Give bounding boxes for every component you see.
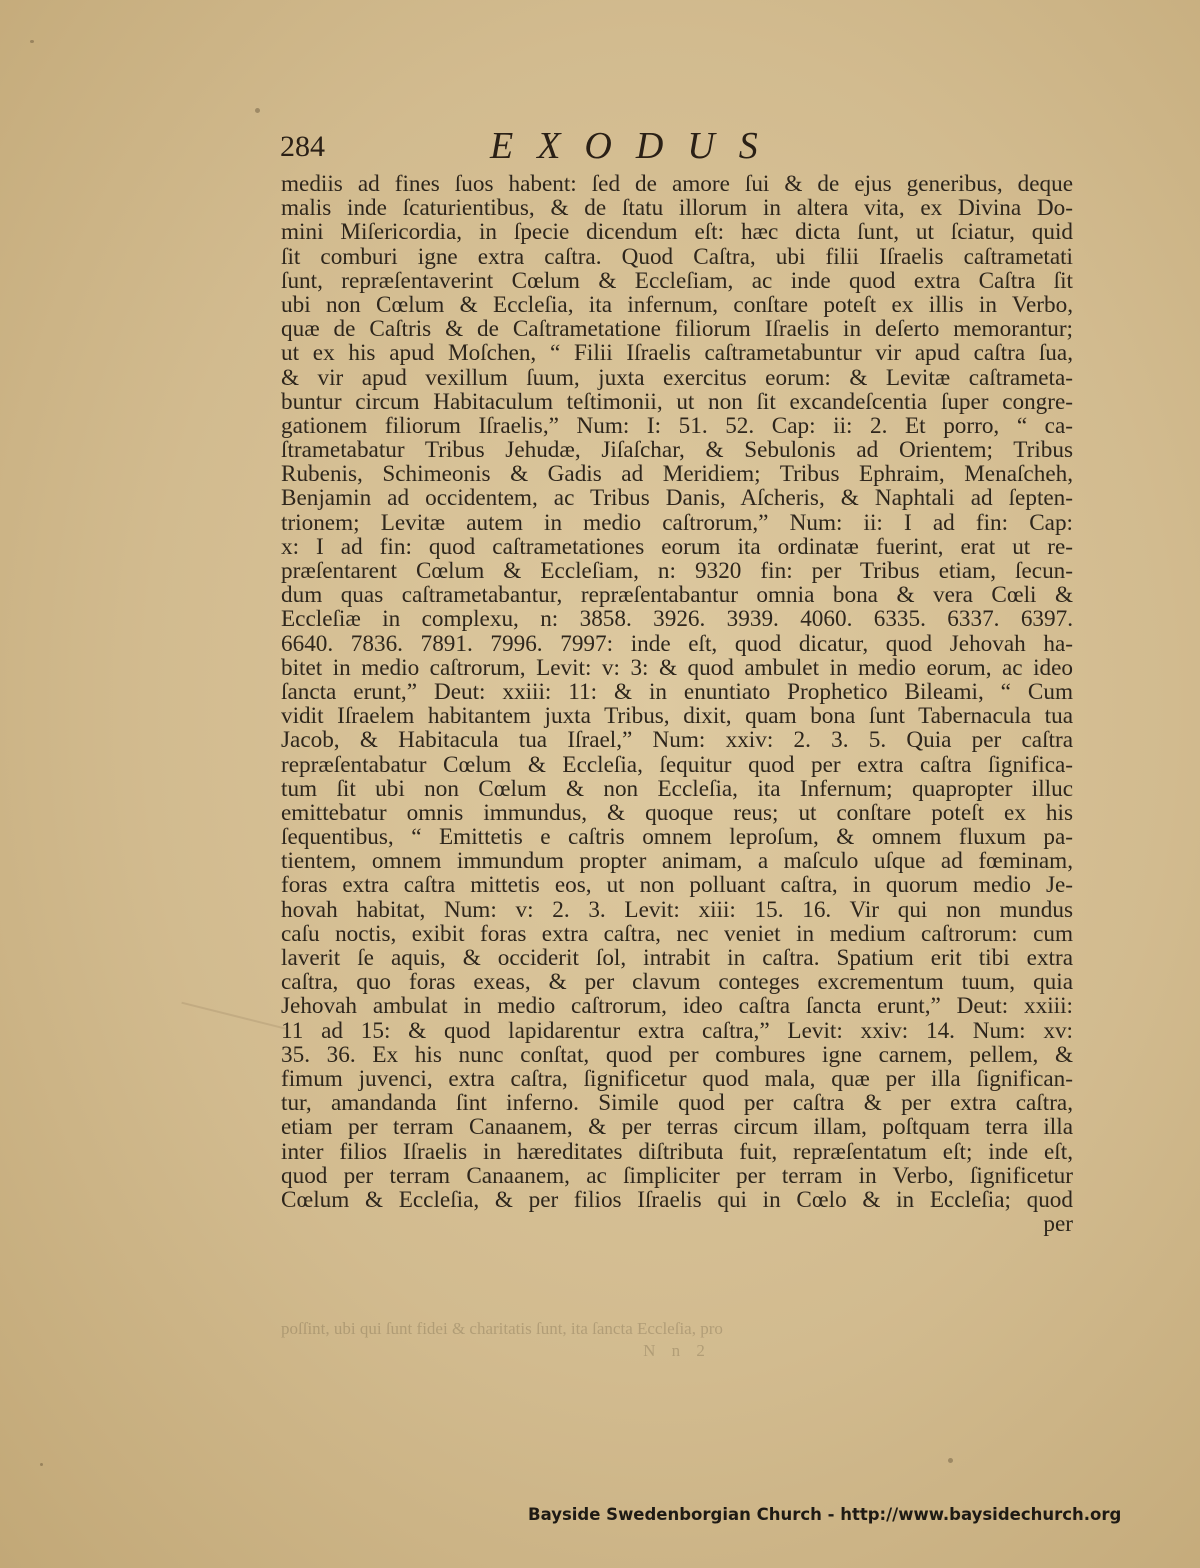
text-line: trionem; Levitæ autem in medio caſtrorum,” Num: ii: I ad fin: Cap:: [281, 509, 1073, 536]
text-line: Jacob, & Habitacula tua Iſrael,” Num: xxiv: 2. 3. 5. Quia per caſtra: [281, 727, 1073, 754]
page-header: [0, 118, 1200, 174]
text-line: ubi non Cœlum & Eccleſia, ita infernum, conſtare poteſt ex illis in Verbo,: [281, 291, 1073, 318]
text-line: etiam per terram Canaanem, & per terras circum illam, poſtquam terra illa: [281, 1114, 1073, 1141]
text-line: emittebatur omnis immundus, & quoque reus; ut conſtare poteſt ex his: [281, 799, 1073, 826]
text-line: Jehovah ambulat in medio caſtrorum, ideo caſtra ſancta erunt,” Deut: xxiii:: [281, 993, 1073, 1020]
page-number: 284: [280, 130, 325, 163]
text-line: Cœlum & Eccleſia, & per filios Iſraelis qui in Cœlo & in Eccleſia; quod: [281, 1186, 1073, 1213]
text-line: ut ex his apud Moſchen, “ Filii Iſraelis caſtrametabuntur vir apud caſtra ſua,: [281, 340, 1073, 367]
text-line: 6640. 7836. 7891. 7996. 7997: inde eſt, quod dicatur, quod Jehovah ha-: [281, 630, 1073, 657]
paper-spot: [40, 1463, 43, 1466]
text-line: ſtrametabatur Tribus Jehudæ, Jiſaſchar, & Sebulonis ad Orientem; Tribus: [281, 437, 1073, 464]
text-line: malis inde ſcaturientibus, & de ſtatu illorum in altera vita, ex Divina Do-: [281, 195, 1073, 222]
paper-crease: [181, 1002, 288, 1031]
text-line: repræſentabatur Cœlum & Eccleſia, ſequitur quod per extra caſtra ſignifica-: [281, 751, 1073, 778]
text-line: bitet in medio caſtrorum, Levit: v: 3: & quod ambulet in medio eorum, ac ideo: [281, 654, 1073, 681]
paper-spot: [255, 108, 260, 113]
text-line: 35. 36. Ex his nunc conſtat, quod per combures igne carnem, pellem, &: [281, 1041, 1073, 1068]
text-line: fimum juvenci, extra caſtra, ſignificetur quod mala, quæ per illa ſignifican-: [281, 1065, 1073, 1092]
text-line: Eccleſiæ in complexu, n: 3858. 3926. 3939. 4060. 6335. 6337. 6397.: [281, 606, 1073, 633]
signature-mark: N n 2: [643, 1341, 711, 1360]
running-title: EXODUS: [490, 125, 782, 167]
text-line: ſequentibus, “ Emittetis e caſtris omnem leproſum, & omnem fluxum pa-: [281, 824, 1073, 851]
catchword: per: [1043, 1211, 1073, 1238]
text-line: dum quas caſtrametabantur, repræſentabantur omnia bona & vera Cœli &: [281, 582, 1073, 609]
text-line: mediis ad fines ſuos habent: ſed de amore ſui & de ejus generibus, deque: [281, 171, 1073, 197]
text-line: buntur circum Habitaculum teſtimonii, ut non ſit excandeſcentia ſuper congre-: [281, 388, 1073, 415]
text-line: ſunt, repræſentaverint Cœlum & Eccleſiam, ac inde quod extra Caſtra ſit: [281, 267, 1073, 294]
text-line: x: I ad fin: quod caſtrametationes eorum ita ordinatæ fuerint, erat ut re-: [281, 533, 1073, 560]
text-line: foras extra caſtra mittetis eos, ut non polluant caſtra, in quorum medio Je-: [281, 872, 1073, 899]
text-line: quæ de Caſtris & de Caſtrametatione filiorum Iſraelis in deſerto memorantur;: [281, 316, 1073, 343]
paper-spot: [30, 40, 34, 43]
paper-spot: [948, 1458, 953, 1463]
text-line: quod per terram Canaanem, ac ſimpliciter per terram in Verbo, ſignificetur: [281, 1162, 1073, 1189]
show-through-line: poſſint, ubi qui ſunt fidei & charitatis ſunt, ita ſancta Eccleſia, pro: [281, 1319, 723, 1338]
text-line: gationem filiorum Iſraelis,” Num: I: 51. 52. Cap: ii: 2. Et porro, “ ca-: [281, 412, 1073, 439]
text-line: 11 ad 15: & quod lapidarentur extra caſtra,” Levit: xxiv: 14. Num: xv:: [281, 1017, 1073, 1044]
text-line: & vir apud vexillum ſuum, juxta exercitus eorum: & Levitæ caſtrameta-: [281, 364, 1073, 391]
text-line: caſu noctis, exibit foras extra caſtra, nec veniet in medium caſtrorum: cum: [281, 920, 1073, 947]
text-line: caſtra, quo foras exeas, & per clavum conteges excrementum tuum, quia: [281, 969, 1073, 996]
text-line: hovah habitat, Num: v: 2. 3. Levit: xiii: 15. 16. Vir qui non mundus: [281, 896, 1073, 923]
text-line: tum ſit ubi non Cœlum & non Eccleſia, ita Infernum; quapropter illuc: [281, 775, 1073, 802]
text-line: præſentarent Cœlum & Eccleſiam, n: 9320 fin: per Tribus etiam, ſecun-: [281, 558, 1073, 584]
text-line: ſancta erunt,” Deut: xxiii: 11: & in enuntiato Prophetico Bileami, “ Cum: [281, 678, 1073, 705]
text-line: ſit comburi igne extra caſtra. Quod Caſtra, ubi filii Iſraelis caſtrametati: [281, 243, 1073, 270]
text-line: tur, amandanda ſint inferno. Simile quod per caſtra & per extra caſtra,: [281, 1090, 1073, 1117]
show-through-text: [281, 1318, 1073, 1362]
text-line: tientem, omnem immundum propter animam, a maſculo uſque ad fœminam,: [281, 848, 1073, 875]
body-text: [281, 172, 1073, 1236]
text-line: laverit ſe aquis, & occiderit ſol, intrabit in caſtra. Spatium erit tibi extra: [281, 945, 1073, 971]
text-line: mini Miſericordia, in ſpecie dicendum eſt: hæc dicta ſunt, ut ſciatur, quid: [281, 219, 1073, 246]
text-line: Rubenis, Schimeonis & Gadis ad Meridiem; Tribus Ephraim, Menaſcheh,: [281, 461, 1073, 488]
text-line: vidit Iſraelem habitantem juxta Tribus, dixit, quam bona ſunt Tabernacula tua: [281, 703, 1073, 730]
text-line: Benjamin ad occidentem, ac Tribus Danis, Aſcheris, & Naphtali ad ſepten-: [281, 485, 1073, 512]
website-watermark: Bayside Swedenborgian Church - http://www.baysidechurch.org: [528, 1505, 1122, 1524]
text-line: inter filios Iſraelis in hæreditates diſtributa fuit, repræſentatum eſt; inde eſt,: [281, 1138, 1073, 1165]
